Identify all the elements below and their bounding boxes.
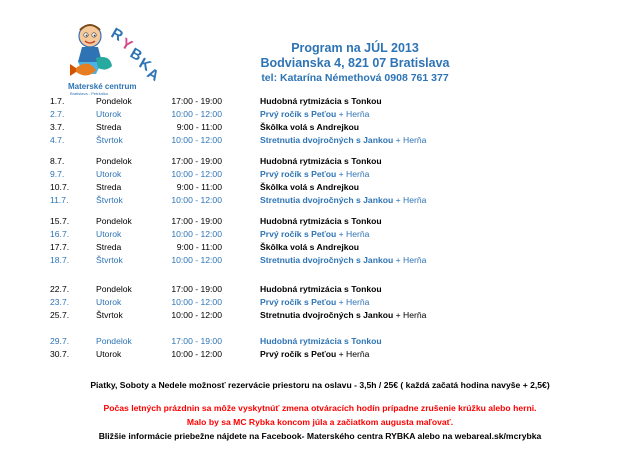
schedule-row xyxy=(0,134,640,147)
row-activity: Škôlka volá s Andrejkou xyxy=(260,182,360,192)
row-date: 4.7. xyxy=(50,135,65,145)
row-extra: + Herňa xyxy=(336,169,370,179)
schedule-row xyxy=(0,335,640,348)
row-extra: + Herňa xyxy=(336,109,370,119)
schedule-row xyxy=(0,155,640,168)
schedule-row xyxy=(0,95,640,108)
row-extra: + Herňa xyxy=(393,195,427,205)
more-info: Bližšie informácie priebežne nájdete na Facebook- Materského centra RYBKA alebo na webareal.sk/mcrybka xyxy=(98,431,542,441)
row-activity-cell xyxy=(260,348,369,361)
row-day: Pondelok xyxy=(96,156,132,166)
row-extra: + Herňa xyxy=(393,135,427,145)
row-extra: + Herňa xyxy=(336,297,370,307)
row-time: 17:00 - 19:00 xyxy=(171,284,222,294)
row-time: 10:00 - 12:00 xyxy=(171,169,222,179)
painting-notice: Malo by sa MC Rybka koncom júla a začiatkom augusta maľovať. xyxy=(186,417,454,427)
row-day: Štvrtok xyxy=(96,310,123,320)
row-activity-cell xyxy=(260,168,369,181)
row-time: 17:00 - 19:00 xyxy=(171,216,222,226)
schedule-row xyxy=(0,168,640,181)
row-activity: Prvý ročík s Peťou xyxy=(260,349,337,359)
row-activity: Škôlka volá s Andrejkou xyxy=(260,242,360,252)
row-activity: Prvý ročík s Peťou xyxy=(260,297,337,307)
row-activity: Hudobná rytmizácia s Tonkou xyxy=(260,96,382,106)
row-time: 10:00 - 12:00 xyxy=(171,195,222,205)
row-date: 10.7. xyxy=(50,182,70,192)
row-date: 2.7. xyxy=(50,109,65,119)
row-activity: Stretnutia dvojročných s Jankou xyxy=(260,135,394,145)
row-date: 18.7. xyxy=(50,255,70,265)
rybka-logo xyxy=(66,18,164,96)
row-day: Pondelok xyxy=(96,336,132,346)
row-date: 29.7. xyxy=(50,336,70,346)
row-time: 10:00 - 12:00 xyxy=(171,135,222,145)
row-extra: + Herňa xyxy=(336,229,370,239)
row-day: Pondelok xyxy=(96,284,132,294)
row-date: 3.7. xyxy=(50,122,65,132)
row-time: 17:00 - 19:00 xyxy=(171,156,222,166)
row-activity: Hudobná rytmizácia s Tonkou xyxy=(260,216,382,226)
row-activity: Prvý ročík s Peťou xyxy=(260,109,337,119)
schedule-row xyxy=(0,348,640,361)
row-date: 8.7. xyxy=(50,156,65,166)
row-day: Streda xyxy=(96,242,122,252)
row-activity-cell xyxy=(260,309,426,322)
logo-letters: R xyxy=(108,24,126,45)
header xyxy=(190,41,520,86)
row-day: Utorok xyxy=(96,229,122,239)
schedule-row xyxy=(0,194,640,207)
svg-text:K: K xyxy=(136,54,154,75)
row-time: 9:00 - 11:00 xyxy=(176,242,222,252)
row-activity: Hudobná rytmizácia s Tonkou xyxy=(260,156,382,166)
row-activity-cell xyxy=(260,108,369,121)
row-day: Štvrtok xyxy=(96,255,123,265)
svg-text:A: A xyxy=(144,64,162,85)
schedule-row xyxy=(0,296,640,309)
row-activity: Stretnutia dvojročných s Jankou xyxy=(260,310,394,320)
row-date: 30.7. xyxy=(50,349,70,359)
row-extra: + Herňa xyxy=(393,310,427,320)
row-date: 16.7. xyxy=(50,229,70,239)
row-time: 10:00 - 12:00 xyxy=(171,109,222,119)
row-activity-cell xyxy=(260,254,426,267)
schedule-row xyxy=(0,181,640,194)
row-date: 15.7. xyxy=(50,216,70,226)
schedule-row xyxy=(0,254,640,267)
row-date: 23.7. xyxy=(50,297,70,307)
address: Bodvianska 4, 821 07 Bratislava xyxy=(260,56,450,70)
summer-notice: Počas letných prázdnin sa môže vyskytnúť zmena otváracích hodín prípadne zrušenie krúžku alebo herni. xyxy=(103,403,537,413)
svg-text:Y: Y xyxy=(118,34,136,55)
row-day: Utorok xyxy=(96,169,122,179)
row-day: Streda xyxy=(96,122,122,132)
row-date: 17.7. xyxy=(50,242,70,252)
row-activity-cell xyxy=(260,228,369,241)
row-time: 10:00 - 12:00 xyxy=(171,349,222,359)
page-title: Program na JÚL 2013 xyxy=(291,41,419,55)
row-time: 17:00 - 19:00 xyxy=(171,96,222,106)
logo-subtitle: Materské centrum xyxy=(68,82,137,91)
row-day: Pondelok xyxy=(96,216,132,226)
row-time: 9:00 - 11:00 xyxy=(176,122,222,132)
row-day: Utorok xyxy=(96,349,122,359)
row-day: Utorok xyxy=(96,109,122,119)
row-day: Štvrtok xyxy=(96,135,123,145)
row-time: 17:00 - 19:00 xyxy=(171,336,222,346)
row-activity: Hudobná rytmizácia s Tonkou xyxy=(260,284,382,294)
schedule-row xyxy=(0,283,640,296)
row-time: 9:00 - 11:00 xyxy=(176,182,222,192)
schedule-row xyxy=(0,241,640,254)
row-activity-cell xyxy=(260,194,426,207)
row-date: 25.7. xyxy=(50,310,70,320)
row-day: Pondelok xyxy=(96,96,132,106)
row-date: 11.7. xyxy=(50,195,69,205)
row-extra: + Herňa xyxy=(393,255,427,265)
svg-text:B: B xyxy=(127,44,145,65)
schedule-row xyxy=(0,228,640,241)
row-activity: Prvý ročík s Peťou xyxy=(260,229,337,239)
row-time: 10:00 - 12:00 xyxy=(171,255,222,265)
row-date: 9.7. xyxy=(50,169,65,179)
row-day: Utorok xyxy=(96,297,122,307)
row-date: 22.7. xyxy=(50,284,70,294)
schedule-row xyxy=(0,309,640,322)
row-date: 1.7. xyxy=(50,96,65,106)
row-time: 10:00 - 12:00 xyxy=(171,229,222,239)
row-activity: Škôlka volá s Andrejkou xyxy=(260,122,360,132)
row-activity-cell xyxy=(260,296,369,309)
row-activity: Prvý ročík s Peťou xyxy=(260,169,337,179)
row-day: Streda xyxy=(96,182,122,192)
row-activity: Stretnutia dvojročných s Jankou xyxy=(260,255,394,265)
row-time: 10:00 - 12:00 xyxy=(171,310,222,320)
row-day: Štvrtok xyxy=(96,195,123,205)
schedule-row xyxy=(0,121,640,134)
svg-text:Bratislava - Petržalka: Bratislava - Petržalka xyxy=(70,91,108,96)
row-time: 10:00 - 12:00 xyxy=(171,297,222,307)
row-extra: + Herňa xyxy=(336,349,370,359)
schedule-row xyxy=(0,108,640,121)
row-activity: Hudobná rytmizácia s Tonkou xyxy=(260,336,382,346)
contact-phone: tel: Katarína Némethová 0908 761 377 xyxy=(261,72,449,84)
schedule-row xyxy=(0,215,640,228)
row-activity: Stretnutia dvojročných s Jankou xyxy=(260,195,394,205)
row-activity-cell xyxy=(260,134,426,147)
rental-note: Piatky, Soboty a Nedele možnosť rezervácie priestoru na oslavu - 3,5h / 25€ ( každá začatá hodina navyše + 2,5€) xyxy=(90,380,550,390)
